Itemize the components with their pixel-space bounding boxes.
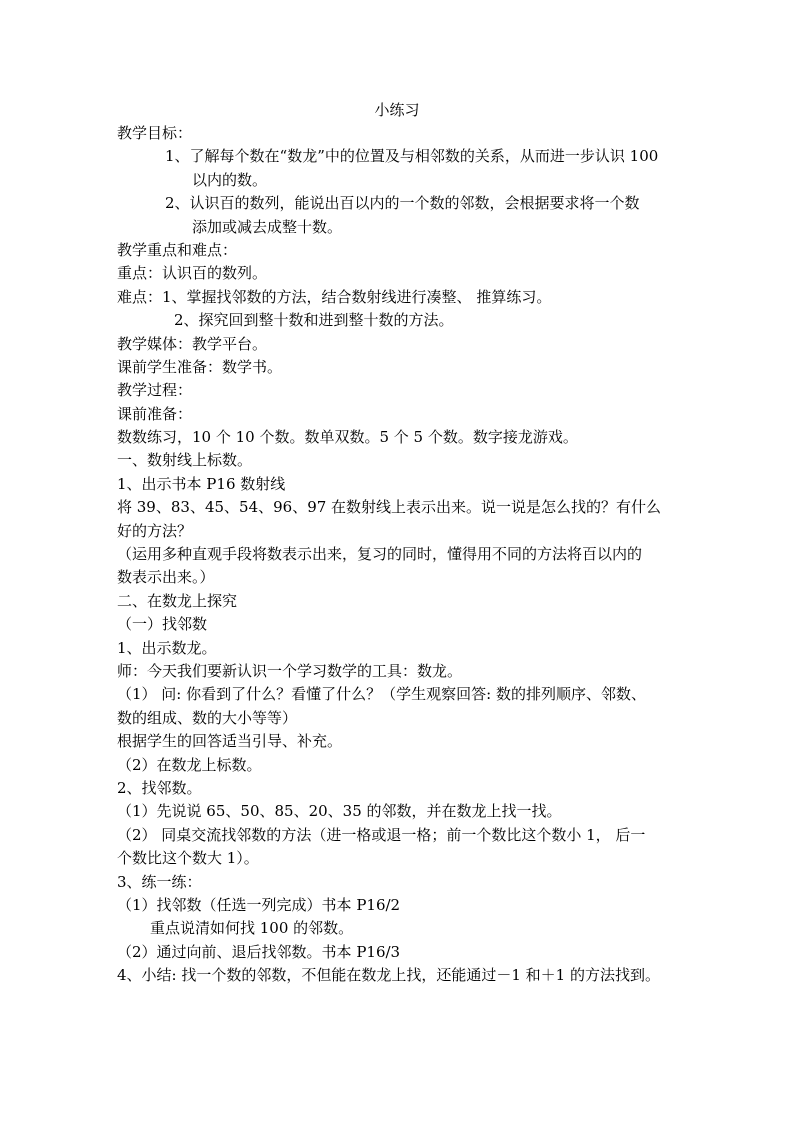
section-1-step-1: 1、出示书本 P16 数射线 [117,474,286,493]
heading-teaching-process: 教学过程： [117,381,193,400]
difficulty-1: 难点：1、掌握找邻数的方法，结合数射线进行凑整、 推算练习。 [117,287,552,306]
find-neighbors-2-cont: 个数比这个数大 1）。 [117,849,259,868]
summary: 4、小结: 找一个数的邻数，不但能在数龙上找，还能通过－1 和＋1 的方法找到。 [117,966,660,985]
section-2-heading: 二、在数龙上探究 [117,591,238,610]
teacher-intro: 师：今天我们要新认识一个学习数学的工具：数龙。 [117,661,463,680]
difficulty-2: 2、探究回到整十数和进到整十数的方法。 [174,311,454,330]
guidance: 根据学生的回答适当引导、补充。 [117,732,343,751]
subsection-find-neighbors: （一）找邻数 [117,615,208,634]
key-point: 重点：认识百的数列。 [117,264,268,283]
heading-pre-class: 课前准备： [117,404,193,423]
section-1-note-cont: 数表示出来。） [117,568,215,587]
section-1-heading: 一、数射线上标数。 [117,451,253,470]
goal-1: 1、了解每个数在“数龙”中的位置及与相邻数的关系，从而进一步认识 100 [165,147,659,166]
goal-1-cont: 以内的数。 [192,170,268,189]
section-1-task: 将 39、83、45、54、96、97 在数射线上表示出来。说一说是怎么找的？有什么 [117,498,662,517]
counting-practice: 数数练习，10 个 10 个数。数单双数。5 个 5 个数。数字接龙游戏。 [117,428,578,447]
section-1-note: （运用多种直观手段将数表示出来，复习的同时，懂得用不同的方法将百以内的 [117,545,643,564]
question-1-cont: 数的组成、数的大小等等） [117,708,298,727]
heading-teaching-goals: 教学目标： [117,124,193,142]
section-1-task-cont: 好的方法？ [117,521,193,540]
practice-1: （1）找邻数（任选一列完成）书本 P16/2 [117,895,401,914]
question-1: （1） 问: 你看到了什么？看懂了什么？（学生观察回答: 数的排列顺序、邻数、 [117,685,646,704]
step-practice: 3、练一练： [117,872,202,891]
find-neighbors-1: （1）先说说 65、50、85、20、35 的邻数，并在数龙上找一找。 [117,802,562,821]
practice-2: （2）通过向前、退后找邻数。书本 P16/3 [117,942,401,961]
find-neighbors-2: （2） 同桌交流找邻数的方法（进一格或退一格；前一个数比这个数小 1， 后一 [117,825,646,844]
goal-2-cont: 添加或减去成整十数。 [192,217,343,236]
document-title: 小练习 [374,101,420,119]
practice-1-focus: 重点说清如何找 100 的邻数。 [150,919,354,938]
item-2-mark-numbers: （2）在数龙上标数。 [117,755,262,774]
goal-2: 2、认识百的数列，能说出百以内的一个数的邻数，会根据要求将一个数 [165,194,640,213]
student-preparation: 课前学生准备：数学书。 [117,357,283,376]
step-find-neighbors: 2、找邻数。 [117,778,202,797]
step-show-number-dragon: 1、出示数龙。 [117,638,217,657]
heading-key-points: 教学重点和难点： [117,240,238,259]
teaching-media: 教学媒体：教学平台。 [117,334,268,353]
document-body [117,122,682,987]
